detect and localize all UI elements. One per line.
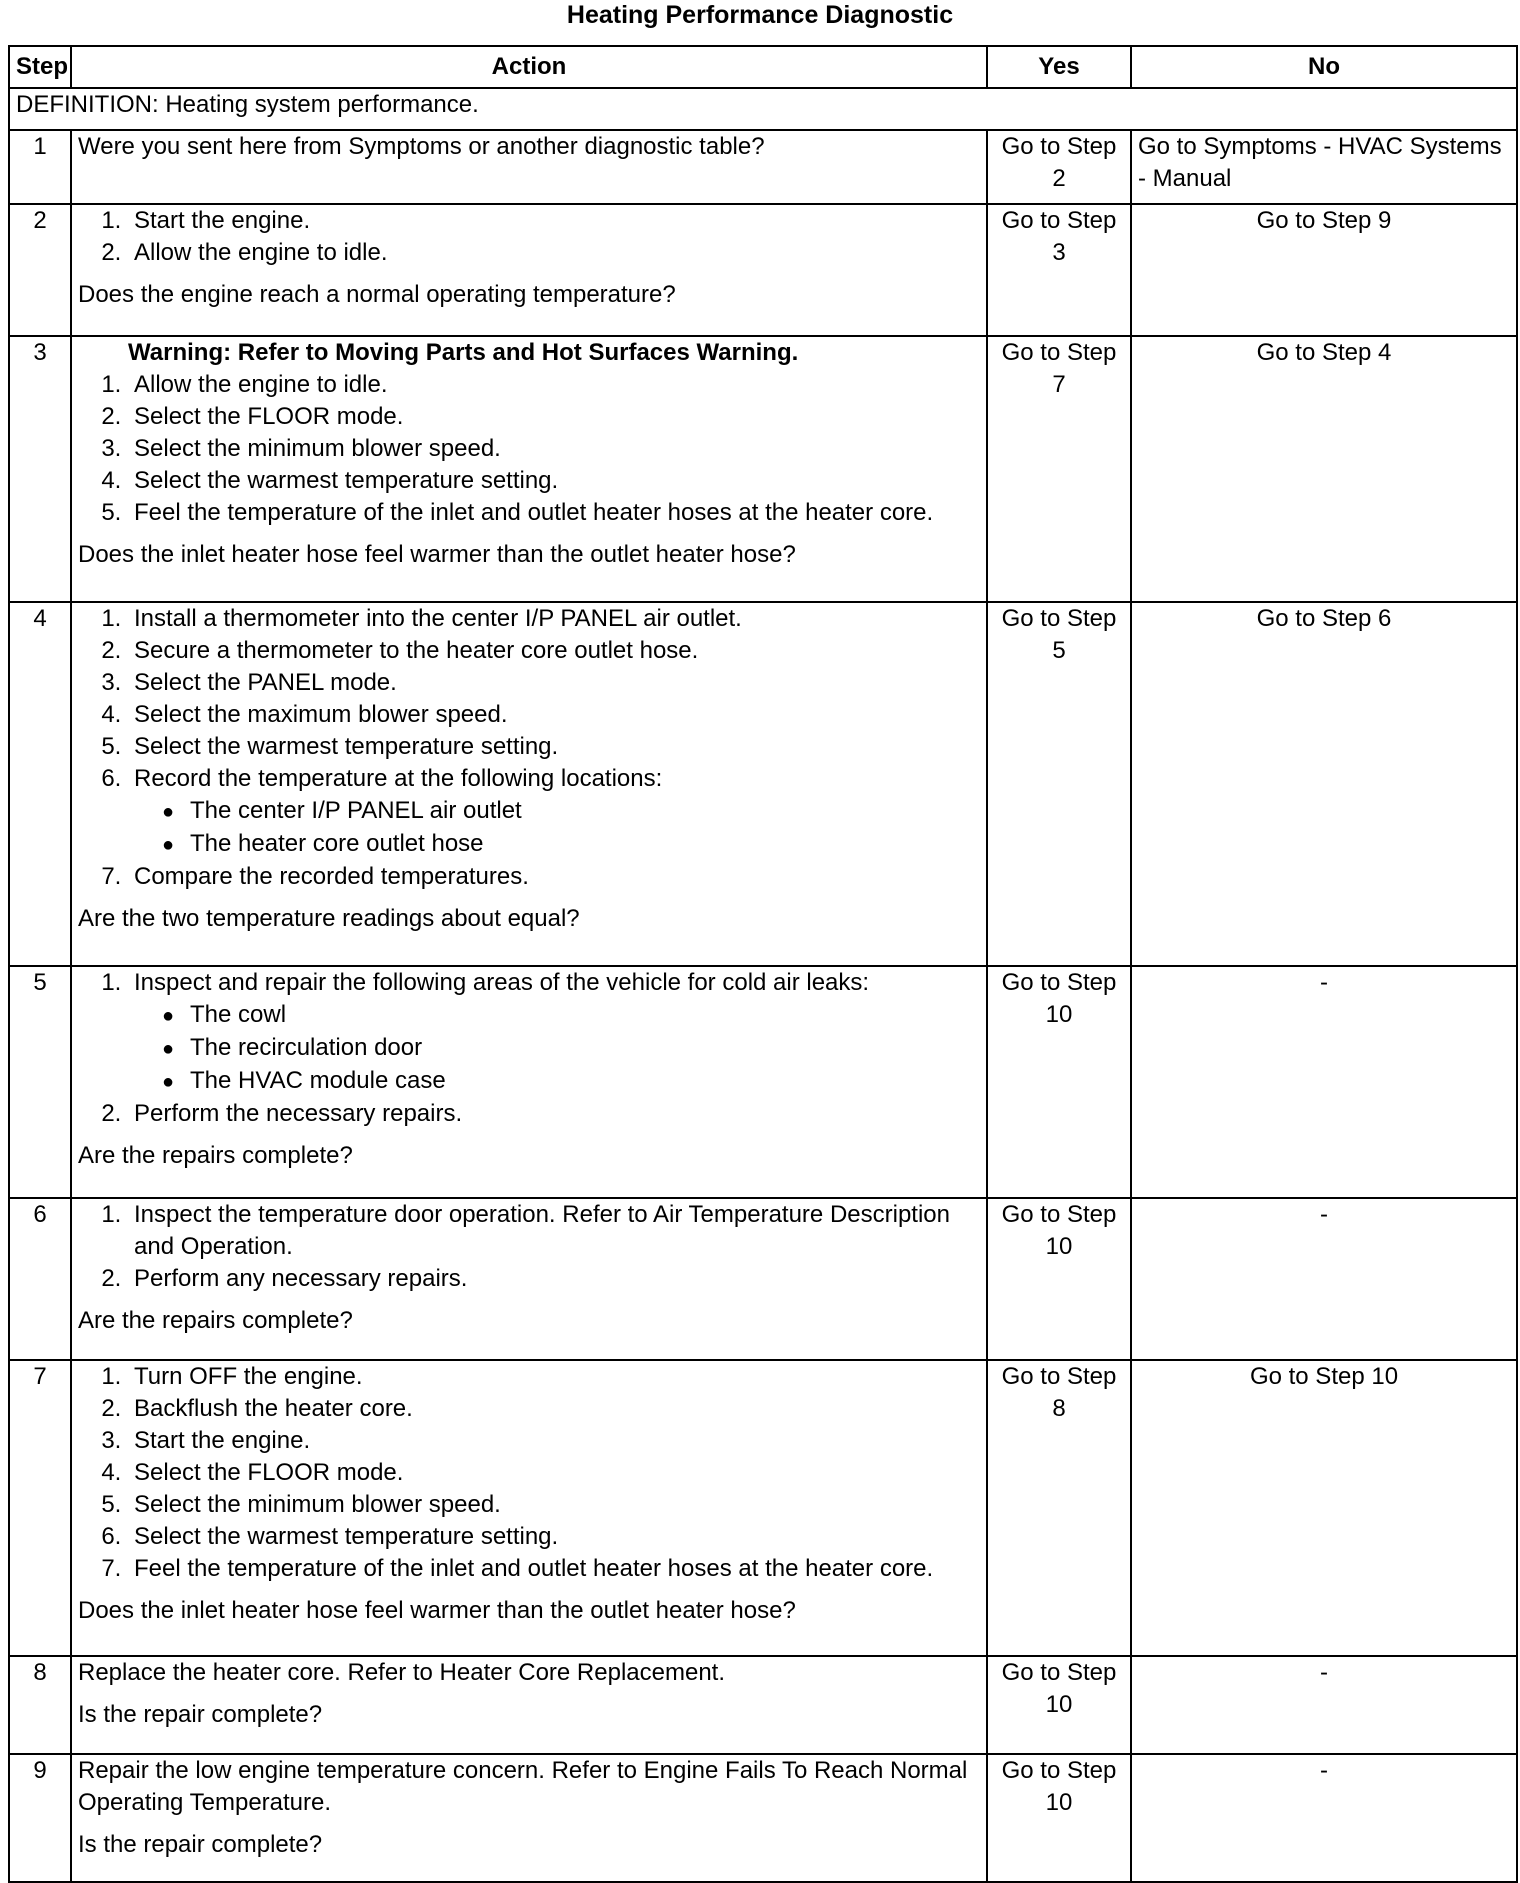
action-question: Does the inlet heater hose feel warmer than the outlet heater hose? [78,541,796,568]
list-item: 3. Start the engine. [128,1425,980,1457]
step-number: 7 [9,1360,71,1656]
list-item: 4. Select the warmest temperature setting. [128,465,980,497]
list-item: 2. Secure a thermometer to the heater core outlet hose. [128,635,980,667]
action-text: Repair the low engine temperature concern. Refer to Engine Fails To Reach Normal Operating Temperature. [78,1757,968,1816]
header-no: No [1131,46,1517,88]
action-text: Were you sent here from Symptoms or another diagnostic table? [78,133,765,160]
action-cell [71,204,987,336]
yes-cell: Go to Step 5 [987,602,1131,966]
action-question: Are the two temperature readings about equal? [78,905,580,932]
table-row [9,602,1517,966]
list-item: 5. Select the warmest temperature setting. [128,731,980,763]
action-list [78,205,980,269]
table-row [9,336,1517,602]
action-list [78,1361,980,1585]
action-question: Is the repair complete? [78,1701,323,1728]
yes-cell: Go to Step 10 [987,1656,1131,1754]
list-item: 4. Select the maximum blower speed. [128,699,980,731]
action-text: Replace the heater core. Refer to Heater Core Replacement. [78,1659,726,1686]
bullet-item: ● The cowl [184,999,980,1032]
page-title: Heating Performance Diagnostic [566,1,954,29]
header-yes: Yes [987,46,1131,88]
no-cell: Go to Symptoms - HVAC Systems - Manual [1131,130,1517,204]
action-cell [71,1656,987,1754]
yes-cell: Go to Step 3 [987,204,1131,336]
list-item: 1. Turn OFF the engine. [128,1361,980,1393]
step-number: 2 [9,204,71,336]
bullet-list [134,999,980,1098]
list-item: 7. Feel the temperature of the inlet and outlet heater hoses at the heater core. [128,1553,980,1585]
definition-text: DEFINITION: Heating system performance. [9,88,1517,130]
list-item: 2. Perform any necessary repairs. [128,1263,980,1295]
header-action: Action [71,46,987,88]
list-item: 1. Install a thermometer into the center I/P PANEL air outlet. [128,603,980,635]
table-row [9,1754,1517,1882]
table-row [9,130,1517,204]
yes-cell: Go to Step 8 [987,1360,1131,1656]
step-number: 4 [9,602,71,966]
step-number: 9 [9,1754,71,1882]
no-cell: - [1131,1656,1517,1754]
list-item: 5. Feel the temperature of the inlet and outlet heater hoses at the heater core. [128,497,980,529]
action-question: Is the repair complete? [78,1831,323,1858]
step-number: 1 [9,130,71,204]
action-list [78,967,980,1130]
definition-row [9,88,1517,130]
list-item: 2. Allow the engine to idle. [128,237,980,269]
no-cell: Go to Step 6 [1131,602,1517,966]
table-row [9,1198,1517,1360]
list-item: 4. Select the FLOOR mode. [128,1457,980,1489]
header-row [9,46,1517,88]
action-list [78,1199,980,1295]
bullet-item: ● The center I/P PANEL air outlet [184,795,980,828]
list-item [128,763,980,861]
no-cell: Go to Step 4 [1131,336,1517,602]
list-item: 3. Select the minimum blower speed. [128,433,980,465]
list-item: 1. Inspect the temperature door operation. Refer to Air Temperature Description and Operation. [128,1199,980,1263]
action-cell [71,1360,987,1656]
action-question: Does the inlet heater hose feel warmer than the outlet heater hose? [78,1597,796,1624]
action-cell [71,966,987,1198]
action-cell [71,1198,987,1360]
step-number: 5 [9,966,71,1198]
table-row [9,966,1517,1198]
bullet-list [134,795,980,861]
table-row [9,1656,1517,1754]
bullet-item: ● The heater core outlet hose [184,828,980,861]
list-item: 2. Select the FLOOR mode. [128,401,980,433]
table-row [9,204,1517,336]
action-cell [71,130,987,204]
action-cell [71,1754,987,1882]
list-item: 3. Select the PANEL mode. [128,667,980,699]
yes-cell: Go to Step 7 [987,336,1131,602]
list-item [128,967,980,1098]
list-item: 5. Select the minimum blower speed. [128,1489,980,1521]
step-number: 8 [9,1656,71,1754]
warning-text: Warning: Refer to Moving Parts and Hot Surfaces Warning. [128,339,799,366]
action-question: Are the repairs complete? [78,1307,353,1334]
list-item-text: Record the temperature at the following locations: [134,765,663,792]
action-question: Does the engine reach a normal operating temperature? [78,281,676,308]
yes-cell: Go to Step 10 [987,1198,1131,1360]
action-list [78,603,980,893]
action-question: Are the repairs complete? [78,1142,353,1169]
yes-cell: Go to Step 2 [987,130,1131,204]
list-item: 1. Start the engine. [128,205,980,237]
list-item: 2. Backflush the heater core. [128,1393,980,1425]
table-row [9,1360,1517,1656]
yes-cell: Go to Step 10 [987,966,1131,1198]
no-cell: Go to Step 9 [1131,204,1517,336]
header-step: Step [9,46,71,88]
list-item-text: Inspect and repair the following areas of the vehicle for cold air leaks: [134,969,870,996]
yes-cell: Go to Step 10 [987,1754,1131,1882]
action-cell [71,336,987,602]
no-cell: - [1131,1198,1517,1360]
no-cell: - [1131,966,1517,1198]
no-cell: - [1131,1754,1517,1882]
step-number: 3 [9,336,71,602]
diagnostic-table [8,45,1518,1883]
bullet-item: ● The recirculation door [184,1032,980,1065]
bullet-item: ● The HVAC module case [184,1065,980,1098]
step-number: 6 [9,1198,71,1360]
action-list [78,369,980,529]
list-item: 2. Perform the necessary repairs. [128,1098,980,1130]
no-cell: Go to Step 10 [1131,1360,1517,1656]
list-item: 1. Allow the engine to idle. [128,369,980,401]
action-cell [71,602,987,966]
list-item: 6. Select the warmest temperature setting. [128,1521,980,1553]
list-item: 7. Compare the recorded temperatures. [128,861,980,893]
